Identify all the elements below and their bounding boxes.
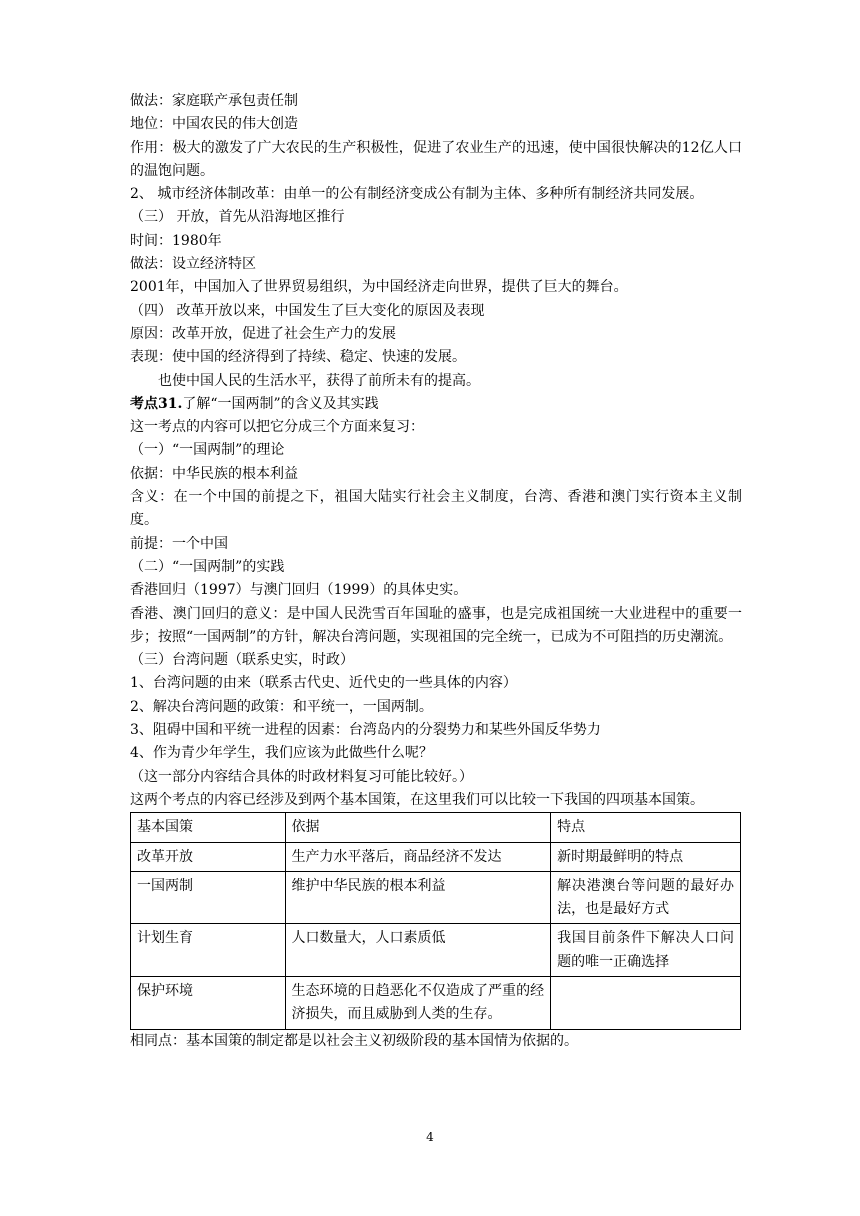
- table-cell: 计划生育: [131, 924, 286, 977]
- section-heading: （二）“一国两制”的实践: [130, 558, 285, 575]
- text-line: 2、 城市经济体制改革：由单一的公有制经济变成公有制为主体、多种所有制经济共同发展。: [130, 186, 704, 203]
- table-row: [131, 976, 741, 1029]
- text-line: 4、作为青少年学生，我们应该为此做些什么呢？: [130, 745, 433, 762]
- table-cell: 新时期最鲜明的特点: [551, 842, 741, 871]
- table-cell: 人口数量大，人口素质低: [285, 924, 551, 977]
- table-cell: 生产力水平落后，商品经济不发达: [285, 842, 551, 871]
- document-body: [130, 90, 742, 1053]
- text-line: 前提：一个中国: [130, 535, 228, 552]
- text-line: 香港回归（1997）与澳门回归（1999）的具体史实。: [130, 582, 468, 599]
- text-line: 2001年，中国加入了世界贸易组织，为中国经济走向世界，提供了巨大的舞台。: [130, 279, 628, 296]
- table-cell: 生态环境的日趋恶化不仅造成了严重的经济损失，而且威胁到人类的生存。: [285, 976, 551, 1029]
- page-number: 4: [426, 1130, 434, 1144]
- text-line: 2、解决台湾问题的政策：和平统一，一国两制。: [130, 698, 433, 715]
- table-header-cell: 依据: [285, 813, 551, 842]
- table-cell: 解决港澳台等问题的最好办法，也是最好方式: [551, 871, 741, 924]
- table-header-row: [131, 813, 741, 842]
- table-header-cell: 基本国策: [131, 813, 286, 842]
- text-paragraph: 含义：在一个中国的前提之下，祖国大陆实行社会主义制度，台湾、香港和澳门实行资本主义制度。: [130, 489, 742, 529]
- text-paragraph: 这两个考点的内容已经涉及到两个基本国策，在这里我们可以比较一下我国的四项基本国策。: [130, 791, 704, 808]
- section-heading: （三） 开放，首先从沿海地区推行: [130, 209, 345, 226]
- text-line: 也使中国人民的生活水平，获得了前所未有的提高。: [158, 372, 480, 389]
- table-header-cell: 特点: [551, 813, 741, 842]
- section-heading: （四） 改革开放以来，中国发生了巨大变化的原因及表现: [130, 302, 485, 319]
- text-line: 1、台湾问题的由来（联系古代史、近代史的一些具体的内容）: [130, 675, 517, 692]
- kaodian-heading: [130, 393, 742, 416]
- text-line: 时间：1980年: [130, 232, 222, 249]
- kaodian-label: 考点31.: [130, 395, 183, 412]
- text-line: （这一部分内容结合具体的时政材料复习可能比较好。）: [130, 768, 473, 785]
- table-row: [131, 871, 741, 924]
- table-cell: [551, 976, 741, 1029]
- text-line: 做法：家庭联产承包责任制: [130, 93, 298, 109]
- table-cell: 改革开放: [131, 842, 286, 871]
- text-line: 这一考点的内容可以把它分成三个方面来复习：: [130, 419, 424, 436]
- text-line: 3、阻碍中国和平统一进程的因素：台湾岛内的分裂势力和某些外国反华势力: [130, 722, 601, 739]
- text-line: 表现：使中国的经济得到了持续、稳定、快速的发展。: [130, 349, 466, 366]
- table-cell: 保护环境: [131, 976, 286, 1029]
- text-paragraph: 作用：极大的激发了广大农民的生产积极性，促进了农业生产的迅速，使中国很快解决的12亿人口的温饱问题。: [130, 139, 742, 179]
- table-cell: 一国两制: [131, 871, 286, 924]
- kaodian-text: 了解“一国两制”的含义及其实践: [182, 395, 379, 412]
- text-line: 依据：中华民族的根本利益: [130, 465, 298, 482]
- text-line: 地位：中国农民的伟大创造: [130, 116, 298, 133]
- section-heading: （一）“一国两制”的理论: [130, 442, 285, 459]
- closing-line: 相同点：基本国策的制定都是以社会主义初级阶段的基本国情为依据的。: [130, 1032, 578, 1049]
- section-heading: （三）台湾问题（联系史实，时政）: [130, 652, 354, 669]
- text-line: 原因：改革开放，促进了社会生产力的发展: [130, 325, 396, 342]
- table-row: [131, 842, 741, 871]
- table-cell: 我国目前条件下解决人口问题的唯一正确选择: [551, 924, 741, 977]
- text-paragraph: 香港、澳门回归的意义：是中国人民洗雪百年国耻的盛事，也是完成祖国统一大业进程中的重要一步；按照“一国两制”的方针，解决台湾问题，实现祖国的完全统一，已成为不可阻挡的历史潮流。: [130, 605, 742, 645]
- table-cell: 维护中华民族的根本利益: [285, 871, 551, 924]
- text-line: 做法：设立经济特区: [130, 256, 256, 273]
- policy-table: [130, 812, 741, 1029]
- table-row: [131, 924, 741, 977]
